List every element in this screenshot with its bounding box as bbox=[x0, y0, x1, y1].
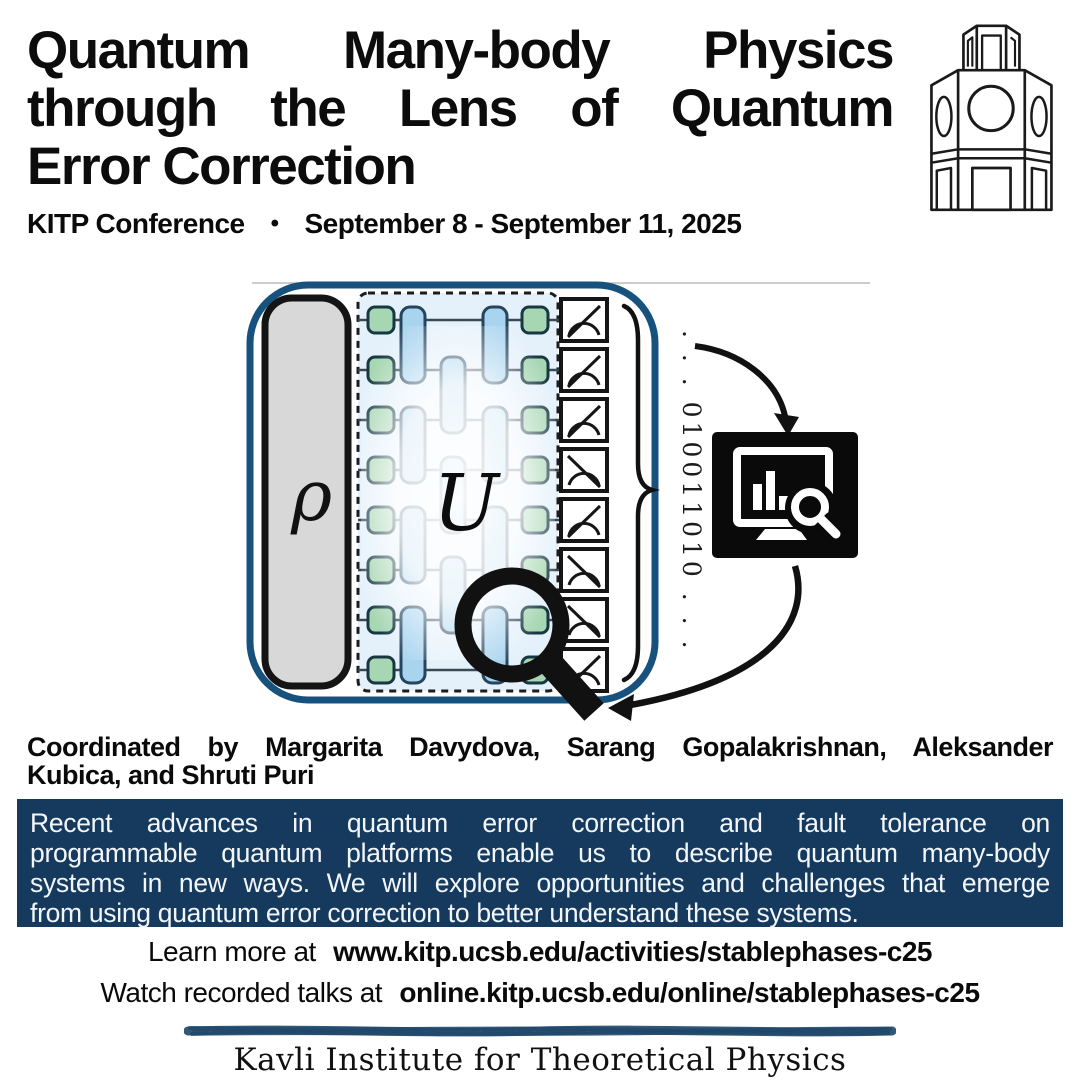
event-dates: September 8 - September 11, 2025 bbox=[304, 208, 742, 239]
density-matrix-box bbox=[265, 298, 348, 686]
event-type-label: KITP Conference bbox=[27, 208, 245, 239]
rho-label: ρ bbox=[291, 455, 333, 537]
coordinators-line: Coordinated by Margarita Davydova, Sarang Gopalakrishnan, Aleksander bbox=[27, 732, 1053, 762]
description-line: programmable quantum platforms enable us to describe quantum many-body bbox=[30, 838, 1050, 868]
title-line: through the Lens of Quantum bbox=[27, 79, 893, 138]
coordinators-line: Kubica, and Shruti Puri bbox=[27, 760, 315, 790]
page-title bbox=[27, 22, 893, 196]
description-box bbox=[17, 799, 1063, 927]
learn-more-prefix: Learn more at bbox=[147, 936, 316, 967]
kitp-tower-icon bbox=[903, 8, 1063, 232]
description-line: from using quantum error correction to better understand these systems. bbox=[30, 898, 859, 928]
links-section bbox=[0, 936, 1080, 1018]
kitp-wordmark: Kavli Institute for Theoretical Physics bbox=[233, 1042, 847, 1078]
arrow-to-analysis-icon bbox=[695, 346, 799, 436]
learn-more-line bbox=[0, 936, 1080, 968]
unitary-label: U bbox=[433, 459, 499, 549]
bullet-separator: • bbox=[270, 210, 279, 237]
title-line: Quantum Many-body Physics bbox=[27, 21, 893, 80]
event-subtitle bbox=[27, 208, 741, 240]
description-line: Recent advances in quantum error correction and fault tolerance on bbox=[30, 808, 1050, 838]
recorded-talks-line bbox=[0, 977, 1080, 1009]
coordinators bbox=[27, 733, 1053, 789]
description-line: systems in new ways. We will explore opportunities and challenges that emerge bbox=[30, 868, 1050, 898]
brush-divider bbox=[184, 1022, 896, 1040]
quantum-circuit-figure bbox=[225, 268, 870, 740]
activities-url[interactable]: www.kitp.ucsb.edu/activities/stablephases-c25 bbox=[333, 936, 933, 967]
recorded-talks-prefix: Watch recorded talks at bbox=[100, 977, 383, 1008]
online-talks-url[interactable]: online.kitp.ucsb.edu/online/stablephases-c25 bbox=[399, 977, 980, 1008]
analysis-monitor-icon bbox=[712, 432, 858, 558]
title-line: Error Correction bbox=[27, 137, 416, 196]
bitstring-label: . . . 010011010 . . . bbox=[677, 330, 706, 653]
